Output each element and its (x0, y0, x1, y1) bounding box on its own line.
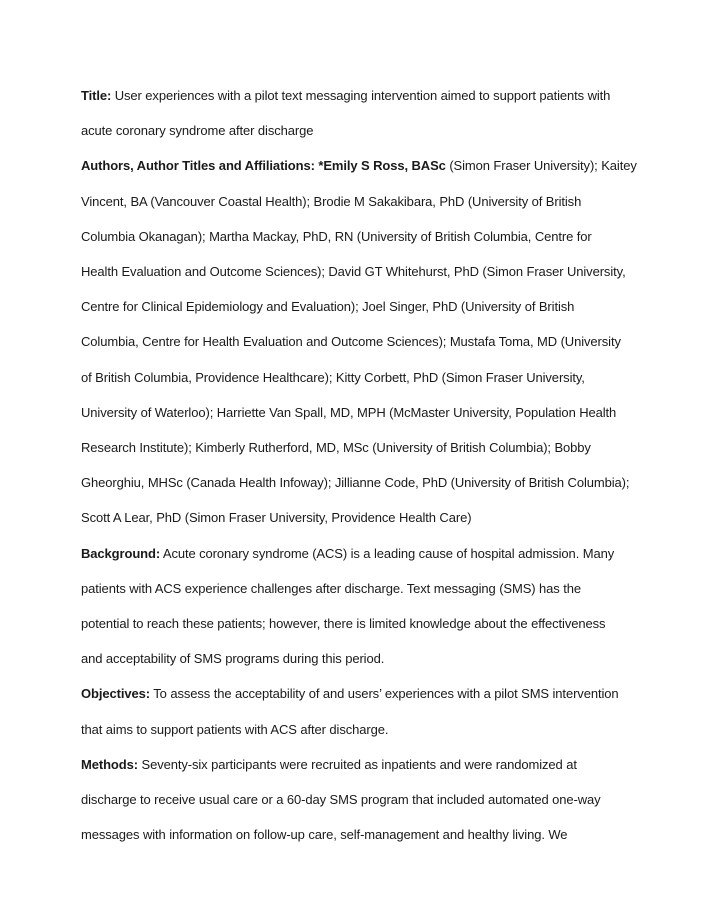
title-text: User experiences with a pilot text messaging intervention aimed to support patients with (111, 88, 611, 103)
authors-line: University of Waterloo); Harriette Van Spall, MD, MPH (McMaster University, Population Health (81, 404, 617, 420)
methods-text: Seventy-six participants were recruited as inpatients and were randomized at (137, 756, 577, 772)
authors-line: Health Evaluation and Outcome Sciences); David GT Whitehurst, PhD (Simon Fraser University, (81, 264, 626, 280)
authors-line-1 (81, 148, 647, 183)
authors-line: Scott A Lear, PhD (Simon Fraser University, Providence Health Care) (81, 510, 472, 526)
abstract-page (81, 78, 647, 852)
methods-line-1 (81, 747, 647, 782)
objectives-line: that aims to support patients with ACS after discharge. (81, 721, 389, 737)
background-line: patients with ACS experience challenges after discharge. Text messaging (SMS) has the (81, 580, 581, 596)
methods-label: Methods: (81, 756, 138, 772)
authors-line: Columbia, Centre for Health Evaluation and Outcome Sciences); Mustafa Toma, MD (University (81, 334, 621, 350)
authors-line: Columbia Okanagan); Martha Mackay, PhD, RN (University of British Columbia, Centre for (81, 228, 592, 244)
authors-line: Vincent, BA (Vancouver Coastal Health); Brodie M Sakakibara, PhD (University of British (81, 193, 582, 209)
first-author: *Emily S Ross, BASc (314, 158, 446, 174)
authors-line: Centre for Clinical Epidemiology and Evaluation); Joel Singer, PhD (University of British (81, 299, 575, 315)
title-line-2: acute coronary syndrome after discharge (81, 123, 314, 139)
objectives-label: Objectives: (81, 686, 150, 702)
background-line-1 (81, 536, 647, 571)
methods-line: messages with information on follow-up care, self-management and healthy living. We (81, 827, 568, 843)
first-author-affiliation: (Simon Fraser University); Kaitey (445, 158, 637, 174)
authors-line: of British Columbia, Providence Healthcare); Kitty Corbett, PhD (Simon Fraser University, (81, 369, 585, 385)
authors-line: Gheorghiu, MHSc (Canada Health Infoway); Jillianne Code, PhD (University of British Columbia); (81, 475, 630, 491)
methods-line: discharge to receive usual care or a 60-day SMS program that included automated one-way (81, 792, 601, 808)
authors-line: Research Institute); Kimberly Rutherford, MD, MSc (University of British Columbia); Bobby (81, 440, 591, 456)
background-text: Acute coronary syndrome (ACS) is a leading cause of hospital admission. Many (160, 545, 615, 561)
objectives-line-1 (81, 676, 647, 711)
background-label: Background: (81, 545, 161, 561)
objectives-text: To assess the acceptability of and users’ experiences with a pilot SMS intervention (150, 686, 619, 702)
background-line: potential to reach these patients; however, there is limited knowledge about the effectiveness (81, 616, 606, 632)
authors-label: Authors, Author Titles and Affiliations: (81, 158, 315, 174)
title-label: Title: (81, 88, 112, 103)
title-line-1 (81, 78, 647, 113)
background-line: and acceptability of SMS programs during this period. (81, 651, 385, 667)
